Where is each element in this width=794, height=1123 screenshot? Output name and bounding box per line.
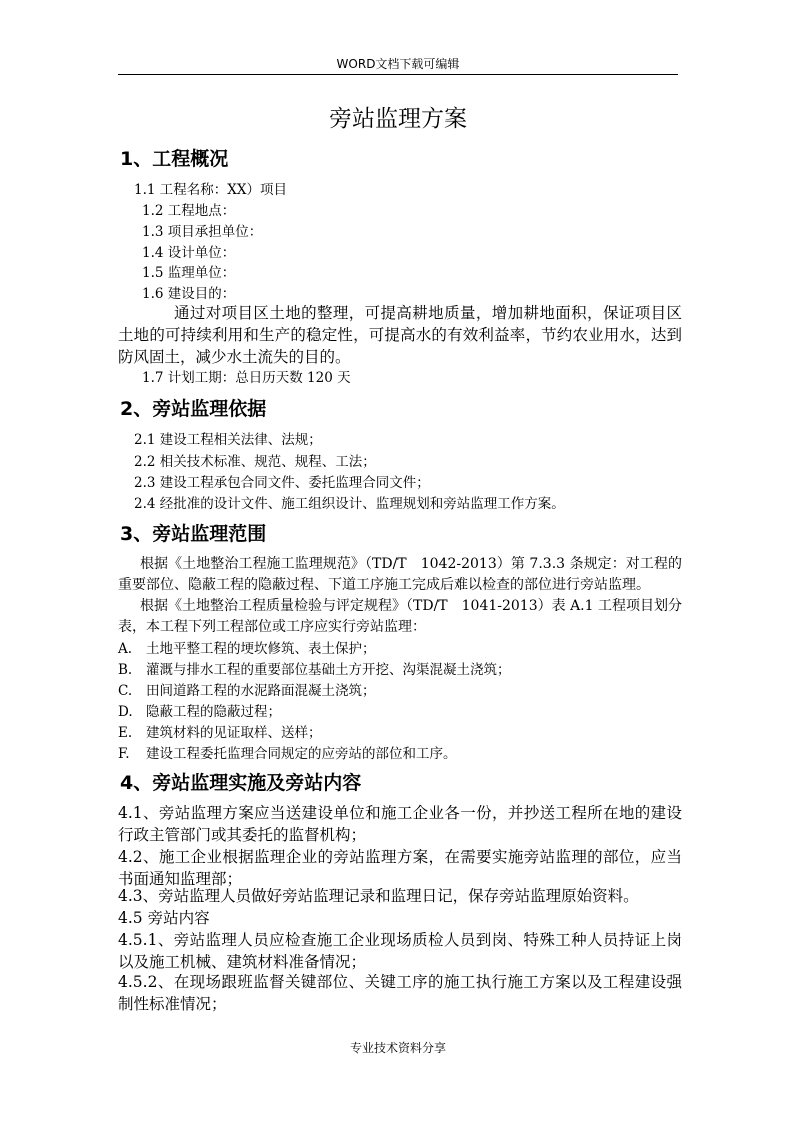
- item-2-3: 2.3 建设工程承包合同文件、委托监理合同文件；: [134, 475, 430, 491]
- item-1-5: 1.5 监理单位：: [142, 265, 236, 281]
- paragraph-4-1: 4.1、旁站监理方案应当送建设单位和施工企业各一份，并抄送工程所在地的建设行政主管部门或其委托的监督机构；: [118, 804, 682, 844]
- section-3-heading: 3、旁站监理范围: [120, 523, 267, 545]
- list-item: C. 田间道路工程的水泥路面混凝土浇筑；: [118, 683, 376, 699]
- page-footer: 专业技术资料分享: [349, 1041, 446, 1055]
- section-1-heading: 1、工程概况: [120, 148, 229, 170]
- document-title: 旁站监理方案: [329, 106, 467, 132]
- section-2-heading: 2、旁站监理依据: [120, 398, 267, 420]
- list-item: B. 灌溉与排水工程的重要部位基础土方开挖、沟渠混凝土浇筑；: [118, 662, 511, 678]
- section-4-heading: 4、旁站监理实施及旁站内容: [120, 772, 362, 794]
- purpose-paragraph: 通过对项目区土地的整理，可提高耕地质量，增加耕地面积，保证项目区土地的可持续利用和生产的稳定性，可提高水的有效利益率，节约农业用水，达到防风固土，减少水土流失的目的。: [118, 304, 682, 366]
- item-1-3: 1.3 项目承担单位：: [142, 224, 263, 240]
- scope-paragraph-1: 根据《土地整治工程施工监理规范》（TD/T 1042-2013）第 7.3.3 条规定：对工程的重要部位、隐蔽工程的隐蔽过程、下道工序施工完成后难以检查的部位进行旁站监理。: [118, 556, 682, 593]
- list-item: D. 隐蔽工程的隐蔽过程；: [118, 704, 281, 720]
- item-2-2: 2.2 相关技术标准、规范、规程、工法；: [134, 454, 376, 470]
- item-1-2: 1.2 工程地点：: [142, 203, 236, 219]
- scope-paragraph-2: 根据《土地整治工程质量检验与评定规程》（TD/T 1041-2013）表 A.1 工程项目划分表，本工程下列工程部位或工序应实行旁站监理：: [118, 598, 682, 635]
- item-2-4: 2.4 经批准的设计文件、施工组织设计、监理规划和旁站监理工作方案。: [134, 496, 565, 512]
- paragraph-4-3: 4.3、旁站监理人员做好旁站监理记录和监理日记，保存旁站监理原始资料。: [118, 887, 639, 905]
- list-item: A. 土地平整工程的埂坎修筑、表土保护；: [118, 641, 376, 657]
- list-item: F. 建设工程委托监理合同规定的应旁站的部位和工序。: [118, 746, 457, 762]
- item-1-1: 1.1 工程名称：XX）项目: [134, 182, 287, 198]
- list-item: E. 建筑材料的见证取样、送样；: [118, 725, 322, 741]
- paragraph-4-5-2: 4.5.2、在现场跟班监督关键部位、关键工序的施工执行施工方案以及工程建设强制性标准情况；: [118, 973, 682, 1013]
- page-header: WORD文档下载可编辑: [118, 57, 678, 75]
- item-1-7: 1.7 计划工期：总日历天数 120 天: [142, 370, 351, 386]
- paragraph-4-5: 4.5 旁站内容: [118, 909, 210, 927]
- paragraph-4-2: 4.2、施工企业根据监理企业的旁站监理方案，在需要实施旁站监理的部位，应当书面通知监理部；: [118, 848, 682, 888]
- item-1-6: 1.6 建设目的：: [142, 286, 236, 302]
- paragraph-4-5-1: 4.5.1、旁站监理人员应检查施工企业现场质检人员到岗、特殊工种人员持证上岗以及施工机械、建筑材料准备情况；: [118, 931, 682, 971]
- item-2-1: 2.1 建设工程相关法律、法规；: [134, 432, 322, 448]
- item-1-4: 1.4 设计单位：: [142, 245, 236, 261]
